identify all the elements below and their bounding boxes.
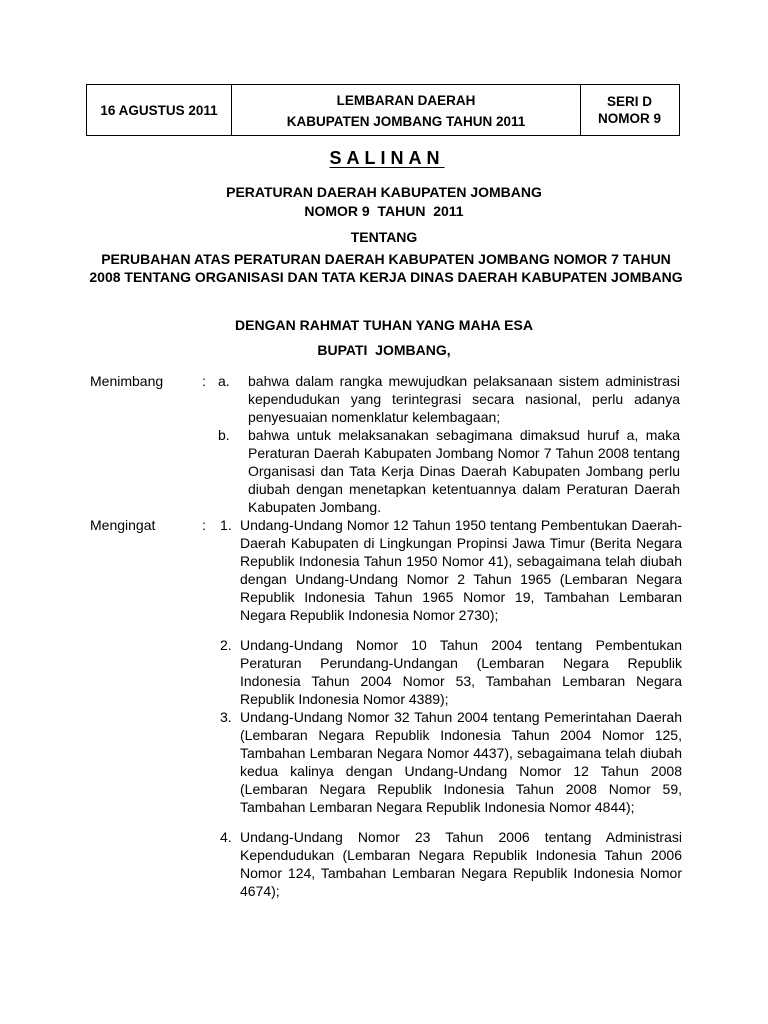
menimbang-label: Menimbang bbox=[90, 373, 164, 389]
item-text: Undang-Undang Nomor 10 Tahun 2004 tentang Pembentukan Peraturan Perundang-Undangan (Lembaran Negara Republik Indonesia Tahun 2004 Nomor 53, Tambahan Lembaran Negara Republik Indonesia Nomor 4389); bbox=[240, 637, 682, 707]
salinan-heading: SALINAN bbox=[329, 148, 445, 168]
menimbang-colon: : bbox=[202, 373, 206, 389]
mengingat-label: Mengingat bbox=[90, 517, 156, 533]
item-marker: 4. bbox=[220, 829, 232, 845]
menimbang-section bbox=[90, 372, 680, 515]
regulation-subject: PERUBAHAN ATAS PERATURAN DAERAH KABUPATEN JOMBANG NOMOR 7 TAHUN 2008 TENTANG ORGANISASI DAN TATA KERJA DINAS DAERAH KABUPATEN JOMBANG bbox=[89, 251, 683, 285]
mengingat-colon: : bbox=[202, 517, 206, 533]
item-marker: 1. bbox=[220, 517, 232, 533]
header-title-line1: LEMBARAN DAERAH bbox=[336, 93, 476, 108]
item-text: Undang-Undang Nomor 23 Tahun 2006 tentang Administrasi Kependudukan (Lembaran Negara Republik Indonesia Tahun 2006 Nomor 124, Tambahan Lembaran Negara Republik Indonesia Nomor 4674); bbox=[240, 829, 682, 899]
regulation-title: PERATURAN DAERAH KABUPATEN JOMBANG bbox=[226, 184, 542, 200]
header-title-cell bbox=[232, 85, 581, 135]
header-title-line2: KABUPATEN JOMBANG TAHUN 2011 bbox=[286, 114, 526, 129]
item-text: Undang-Undang Nomor 12 Tahun 1950 tentang Pembentukan Daerah-Daerah Kabupaten di Lingkungan Propinsi Jawa Timur (Berita Negara Republik Indonesia Tahun 1950 Nomor 41), sebagaimana telah diubah dengan Undang-Undang Nomor 2 Tahun 1965 (Lembaran Negara Republik Indonesia Tahun 1965 Nomor 19, Tambahan Lembaran Negara Republik Indonesia Nomor 2730); bbox=[240, 517, 682, 623]
mengingat-section bbox=[90, 516, 680, 916]
header-date-cell bbox=[87, 85, 232, 135]
regulation-number: NOMOR 9 TAHUN 2011 bbox=[304, 203, 464, 219]
header-nomor: NOMOR 9 bbox=[597, 111, 661, 126]
tentang-heading: TENTANG bbox=[350, 229, 418, 245]
bupati-line: BUPATI JOMBANG, bbox=[317, 342, 451, 358]
item-text: bahwa dalam rangka mewujudkan pelaksanaan sistem administrasi kependudukan yang terintegrasi secara nasional, perlu adanya penyesuaian nomenklatur kelembagaan; bbox=[248, 373, 680, 425]
item-marker: 2. bbox=[220, 637, 232, 653]
item-marker: b. bbox=[218, 427, 230, 443]
gazette-header-table bbox=[86, 84, 680, 136]
header-date: 16 AGUSTUS 2011 bbox=[100, 102, 218, 118]
item-marker: 3. bbox=[220, 709, 232, 725]
item-text: bahwa untuk melaksanakan sebagimana dimaksud huruf a, maka Peraturan Daerah Kabupaten Jombang Nomor 7 Tahun 2008 tentang Organisasi dan Tata Kerja Dinas Daerah Kabupaten Jombang perlu diubah dengan menetapkan ketentuannya dalam Peraturan Daerah Kabupaten Jombang. bbox=[248, 427, 680, 515]
item-marker: a. bbox=[218, 373, 230, 389]
header-seri: SERI D bbox=[606, 94, 652, 109]
header-seri-cell bbox=[581, 85, 678, 135]
item-text: Undang-Undang Nomor 32 Tahun 2004 tentang Pemerintahan Daerah (Lembaran Negara Republik Indonesia Tahun 2004 Nomor 125, Tambahan Lembaran Negara Nomor 4437), sebagaimana telah diubah kedua kalinya dengan Undang-Undang Nomor 12 Tahun 2008 (Lembaran Negara Republik Indonesia Tahun 2008 Nomor 59, Tambahan Lembaran Negara Republik Indonesia Nomor 4844); bbox=[240, 709, 682, 815]
rahmat-line: DENGAN RAHMAT TUHAN YANG MAHA ESA bbox=[235, 317, 533, 333]
